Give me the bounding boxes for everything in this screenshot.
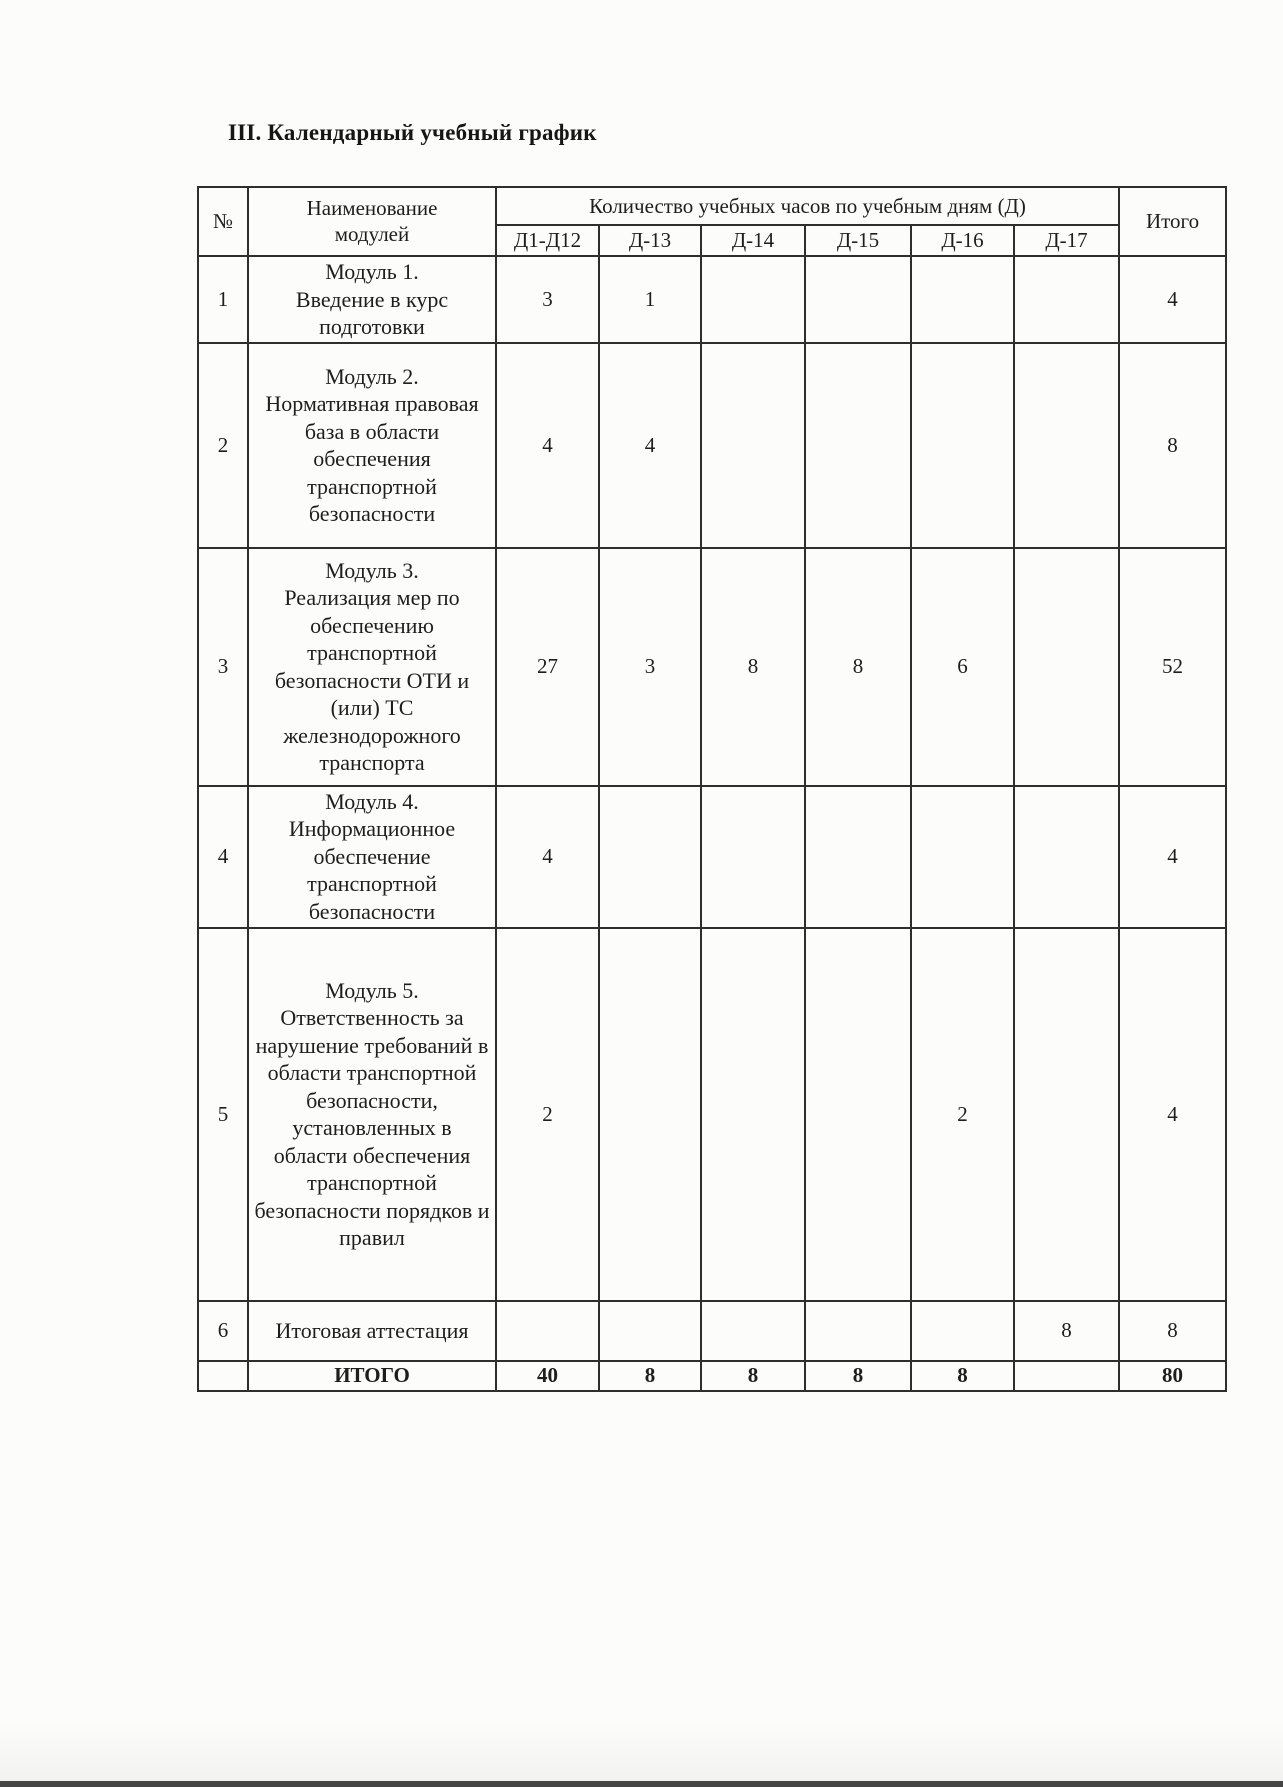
hours-cell: 1 xyxy=(599,256,701,343)
module-title: Модуль 1. xyxy=(325,259,419,284)
footer-hours-cell: 8 xyxy=(805,1361,911,1391)
hours-cell xyxy=(701,343,805,548)
header-hours-group: Количество учебных часов по учебным дням (Д) xyxy=(496,187,1119,225)
hours-cell xyxy=(599,786,701,928)
hours-cell xyxy=(1014,928,1119,1301)
footer-hours-cell: 40 xyxy=(496,1361,599,1391)
hours-cell: 27 xyxy=(496,548,599,786)
header-module-name xyxy=(248,187,496,256)
table-row xyxy=(198,1301,1226,1361)
hours-cell xyxy=(911,1301,1014,1361)
table-row xyxy=(198,343,1226,548)
hours-cell xyxy=(496,1301,599,1361)
module-name-cell xyxy=(248,1301,496,1361)
hours-cell xyxy=(701,256,805,343)
hours-cell xyxy=(911,343,1014,548)
row-number: 6 xyxy=(198,1301,248,1361)
module-description: Информационное обеспечение транспортной безопасности xyxy=(288,816,456,924)
module-name-cell xyxy=(248,928,496,1301)
hours-cell xyxy=(599,928,701,1301)
hours-cell: 6 xyxy=(911,548,1014,786)
hours-cell xyxy=(805,928,911,1301)
table-row xyxy=(198,928,1226,1301)
module-name-cell xyxy=(248,786,496,928)
row-number: 1 xyxy=(198,256,248,343)
module-title: Модуль 2. xyxy=(325,363,419,389)
module-description: Ответственность за нарушение требований в области транспортной безопасности, установленных в области обеспечения транспортной безопасности порядков и правил xyxy=(254,1005,490,1250)
hours-cell xyxy=(805,256,911,343)
total-cell: 8 xyxy=(1119,343,1226,548)
module-title: Модуль 5. xyxy=(325,977,419,1003)
hours-cell xyxy=(1014,786,1119,928)
row-number: 3 xyxy=(198,548,248,786)
scan-bottom-edge xyxy=(0,1781,1283,1787)
hours-cell: 2 xyxy=(496,928,599,1301)
day-header-d16: Д-16 xyxy=(911,225,1014,256)
hours-cell xyxy=(701,928,805,1301)
module-title: Модуль 4. xyxy=(325,788,419,814)
footer-hours-cell: 8 xyxy=(911,1361,1014,1391)
hours-cell xyxy=(1014,548,1119,786)
document-title: III. Календарный учебный график xyxy=(228,120,597,145)
table-row xyxy=(198,548,1226,786)
total-cell: 8 xyxy=(1119,1301,1226,1361)
footer-hours-cell: 8 xyxy=(599,1361,701,1391)
footer-label-cell: ИТОГО xyxy=(248,1361,496,1391)
total-cell: 52 xyxy=(1119,548,1226,786)
table-row xyxy=(198,256,1226,343)
module-name-cell xyxy=(248,256,496,343)
module-title: Модуль 3. xyxy=(325,557,419,583)
hours-cell xyxy=(1014,256,1119,343)
module-description: Нормативная правовая база в области обеспечения транспортной безопасности xyxy=(265,391,479,526)
footer-empty-cell xyxy=(198,1361,248,1391)
hours-cell: 4 xyxy=(496,786,599,928)
hours-cell xyxy=(701,1301,805,1361)
hours-cell: 8 xyxy=(1014,1301,1119,1361)
total-cell: 4 xyxy=(1119,928,1226,1301)
hours-cell xyxy=(911,786,1014,928)
hours-cell xyxy=(701,786,805,928)
table-row xyxy=(198,786,1226,928)
schedule-table xyxy=(197,186,1227,1392)
row-number: 2 xyxy=(198,343,248,548)
day-header-d14: Д-14 xyxy=(701,225,805,256)
totals-row xyxy=(198,1361,1226,1391)
footer-hours-cell xyxy=(1014,1361,1119,1391)
hours-cell xyxy=(805,343,911,548)
day-header-d17: Д-17 xyxy=(1014,225,1119,256)
hours-cell: 4 xyxy=(496,343,599,548)
module-description: Введение в курс подготовки xyxy=(295,286,449,339)
hours-cell xyxy=(805,1301,911,1361)
row-number: 4 xyxy=(198,786,248,928)
hours-cell: 8 xyxy=(805,548,911,786)
hours-cell xyxy=(599,1301,701,1361)
module-description: Реализация мер по обеспечению транспортной безопасности ОТИ и (или) ТС железнодорожного транспорта xyxy=(274,585,470,775)
hours-cell xyxy=(805,786,911,928)
total-cell: 4 xyxy=(1119,256,1226,343)
footer-hours-cell: 8 xyxy=(701,1361,805,1391)
hours-cell: 8 xyxy=(701,548,805,786)
hours-cell: 2 xyxy=(911,928,1014,1301)
row-number: 5 xyxy=(198,928,248,1301)
hours-cell: 4 xyxy=(599,343,701,548)
module-description: Итоговая аттестация xyxy=(275,1317,469,1343)
hours-cell xyxy=(1014,343,1119,548)
footer-total-cell: 80 xyxy=(1119,1361,1226,1391)
day-header-d15: Д-15 xyxy=(805,225,911,256)
hours-cell: 3 xyxy=(496,256,599,343)
header-module-name-label: Наименование модулей xyxy=(306,196,438,246)
hours-cell xyxy=(911,256,1014,343)
module-name-cell xyxy=(248,343,496,548)
total-cell: 4 xyxy=(1119,786,1226,928)
module-name-cell xyxy=(248,548,496,786)
hours-cell: 3 xyxy=(599,548,701,786)
day-header-d13: Д-13 xyxy=(599,225,701,256)
header-row-top xyxy=(198,187,1226,225)
day-header-d1-d12: Д1-Д12 xyxy=(496,225,599,256)
scan-bottom-shadow xyxy=(0,1721,1283,1781)
header-total: Итого xyxy=(1119,187,1226,256)
header-number: № xyxy=(198,187,248,256)
